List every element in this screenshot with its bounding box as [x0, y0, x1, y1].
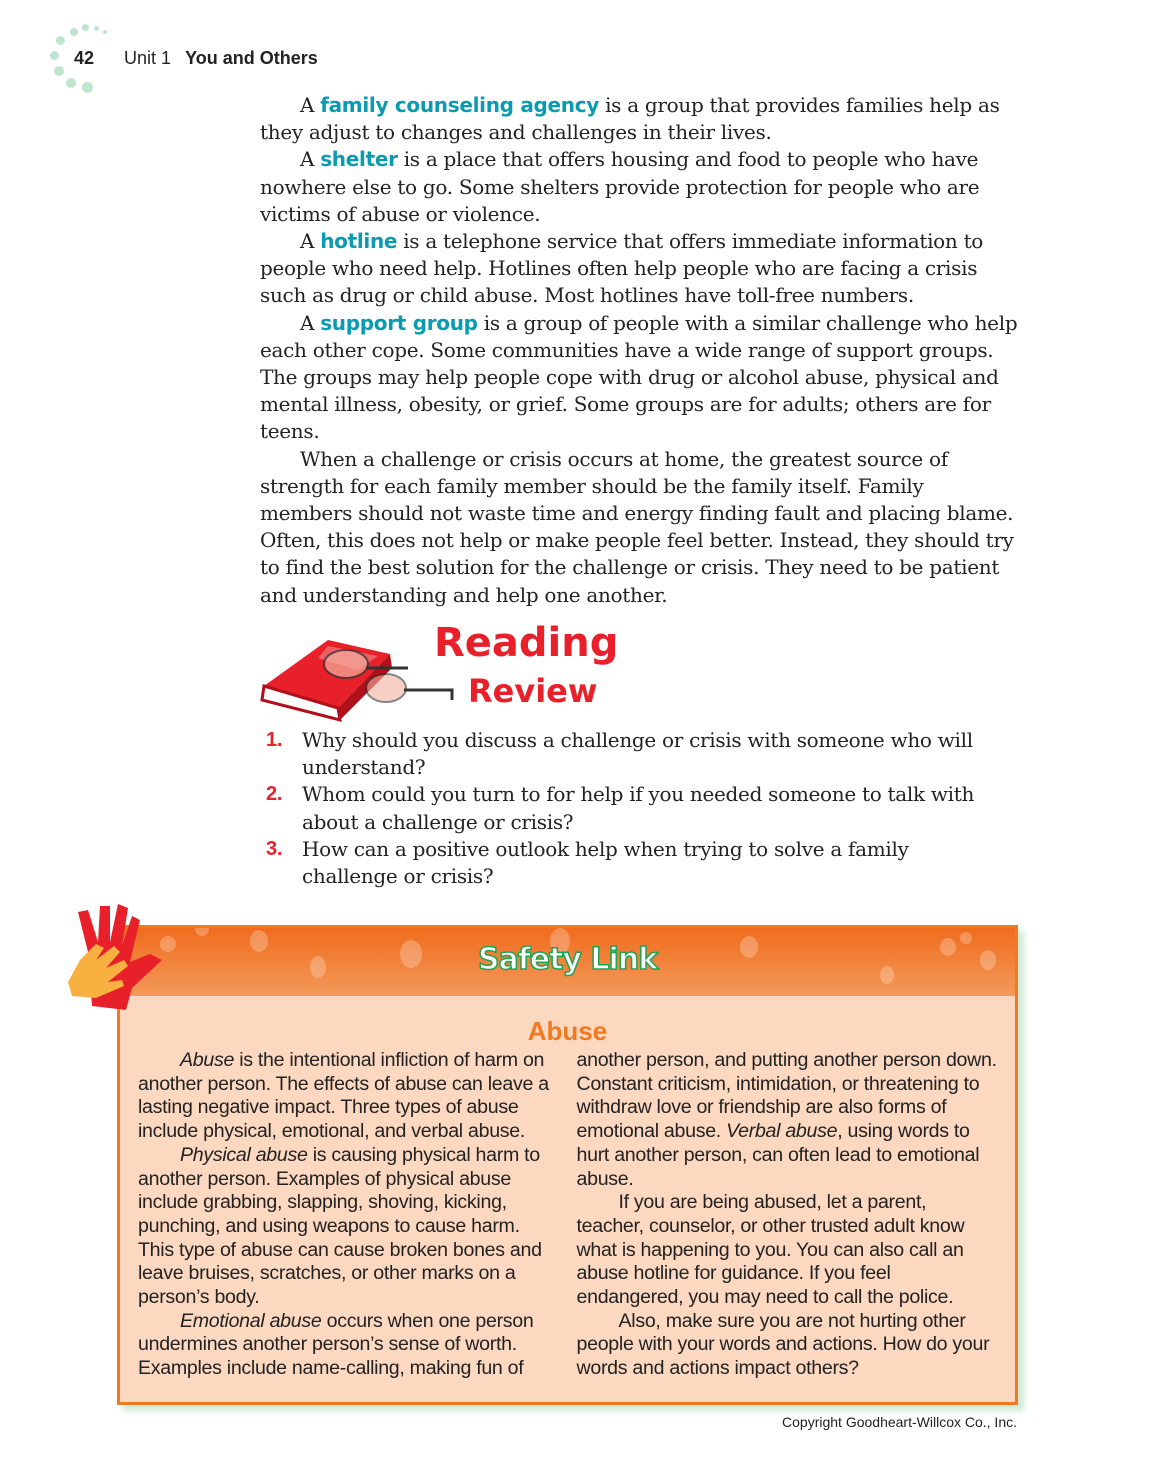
question: 3. How can a positive outlook help when trying to solve a family challenge or crisis? [266, 836, 909, 889]
paragraph: Emotional abuse occurs when one person undermines another person’s sense of worth. Examples include name-calling, making fun of another person, and putting another person down. Constant criticism, intimidation, or threatening to withdraw love or friendship are also forms of emotional abuse. Verbal abuse, using words to hurt another person, can often lead to emotional abuse. [138, 1049, 997, 1380]
running-header [74, 48, 318, 69]
question: 2. Whom could you turn to for help if you needed someone to talk with about a challenge or crisis? [266, 782, 975, 834]
key-term: family counseling agency [320, 93, 600, 117]
reading-review-title: Reading [434, 620, 619, 666]
paragraph: Abuse is the intentional infliction of harm on another person. The effects of abuse can leave a lasting negative impact. Three types of abuse include physical, emotional, and verbal abuse. [138, 1049, 549, 1143]
reading-review-heading [258, 620, 638, 720]
safety-link-title: Safety Link [477, 942, 658, 977]
safety-text [120, 1049, 1015, 1381]
paragraph: When a challenge or crisis occurs at home, the greatest source of strength for each family member should be the family itself. Family members should not waste time and energy finding fault and placing blame. Often, this does not help or make people feel better. Instead, they should try to find the best solution for the challenge or crisis. They need to be patient and understanding and help one another. [260, 446, 1014, 607]
key-term: shelter [320, 147, 398, 172]
safety-heading: Abuse [527, 1016, 608, 1046]
page-number: 42 [74, 48, 95, 68]
hands-icon [66, 902, 166, 1010]
copyright: Copyright Goodheart-Willcox Co., Inc. [782, 1414, 1017, 1430]
paragraph: A family counseling agency is a group that provides families help as they adjust to changes and challenges in their lives. [260, 93, 1000, 145]
paragraph: Also, make sure you are not hurting other people with your words and actions. How do your words and actions impact others? [576, 1309, 990, 1380]
paragraph: Physical abuse is causing physical harm to another person. Examples of physical abuse include grabbing, slapping, shoving, kicking, punching, and using weapons to cause harm. This type of abuse can cause broken bones and leave bruises, scratches, or other marks on a person’s body. [138, 1143, 542, 1309]
book-with-glasses-icon [258, 628, 458, 728]
unit-title: You and Others [185, 48, 318, 68]
key-term: hotline [320, 229, 398, 254]
body-text [260, 92, 1020, 609]
question: 1. Why should you discuss a challenge or crisis with someone who will understand? [266, 728, 973, 780]
unit-label: Unit 1 [124, 48, 172, 68]
paragraph: A support group is a group of people with a similar challenge who help each other cope. Some communities have a wide range of support groups. The groups may help people cope with drug or alcohol abuse, physical and mental illness, obesity, or grief. Some groups are for adults; others are for teens. [260, 310, 1018, 444]
key-term: support group [320, 310, 478, 335]
paragraph: A shelter is a place that offers housing and food to people who have nowhere else to go. Some shelters provide protection for people who are victims of abuse or violence. [260, 147, 980, 226]
paragraph: A hotline is a telephone service that offers immediate information to people who need help. Hotlines often help people who are facing a crisis such as drug or child abuse. Most hotlines have toll-free numbers. [260, 229, 984, 308]
review-questions [266, 727, 1006, 890]
safety-link-banner [120, 928, 1015, 996]
safety-link-box [117, 925, 1018, 1405]
paragraph: If you are being abused, let a parent, teacher, counselor, or other trusted adult know what is happening to you. You can also call an abuse hotline for guidance. If you feel endangered, you may need to call the police. [576, 1191, 965, 1309]
reading-review-subtitle: Review [468, 672, 598, 710]
